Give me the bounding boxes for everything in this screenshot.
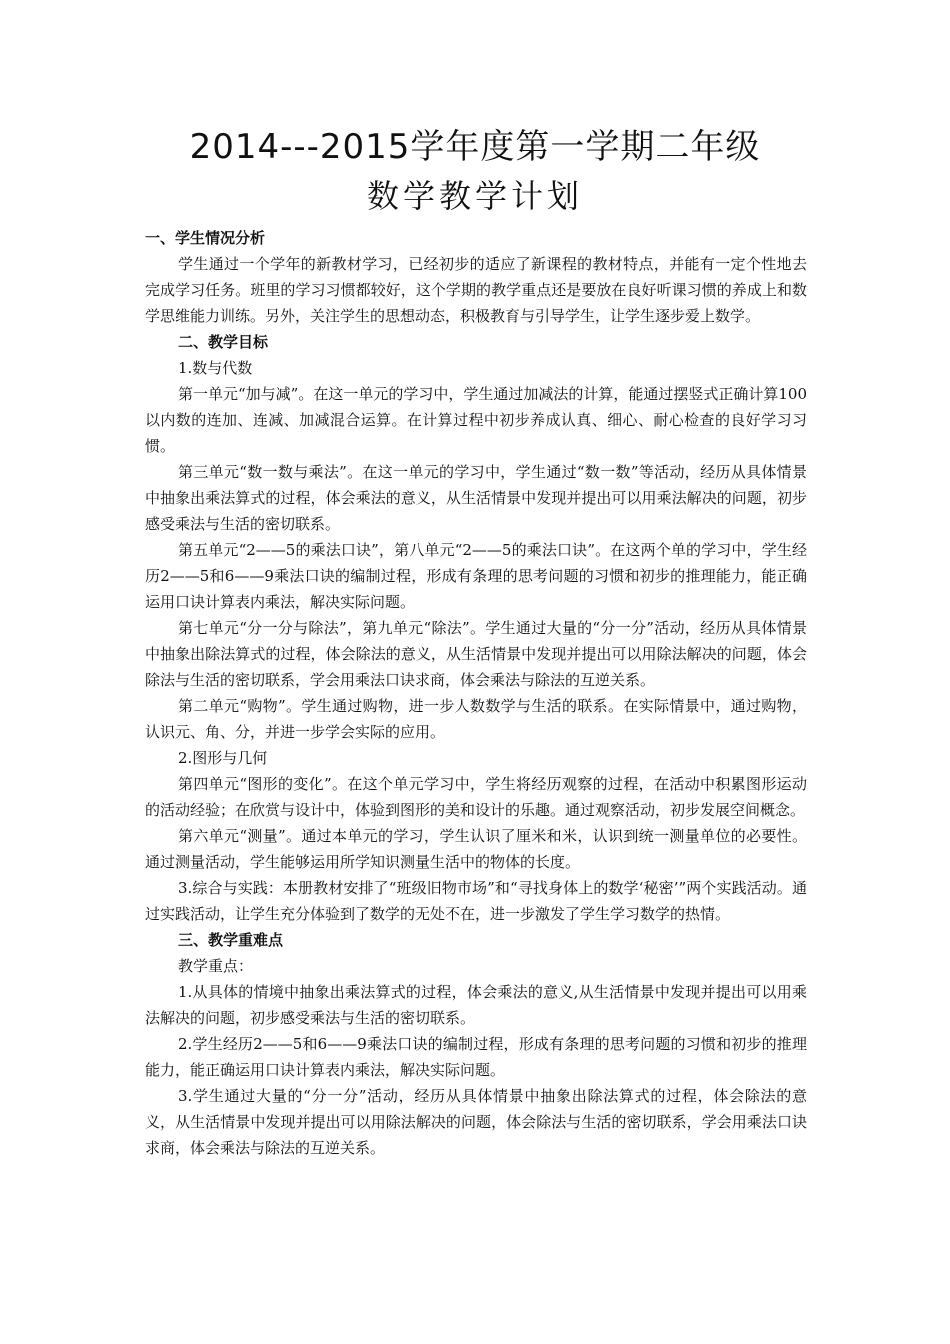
subheading-numbers-algebra: 1.数与代数 [178,359,253,377]
section-heading-student-analysis: 一、学生情况分析 [145,229,266,247]
paragraph: 第三单元“数一数与乘法”。在这一单元的学习中，学生通过“数一数”等活动，经历从具体情景中抽象出乘法算式的过程，体会乘法的意义，从生活情景中发现并提出可以用乘法解决的问题，初步感受乘法与生活的密切联系。 [145,463,807,533]
document-body [145,225,807,1161]
paragraph: 2.学生经历2——5和6——9乘法口诀的编制过程，形成有条理的思考问题的习惯和初步的推理能力，能正确运用口诀计算表内乘法，解决实际问题。 [145,1035,807,1079]
section-heading-key-difficulties: 三、教学重难点 [178,931,284,949]
paragraph: 第二单元“购物”。学生通过购物，进一步人数数学与生活的联系。在实际情景中，通过购物，认识元、角、分，并进一步学会实际的应用。 [145,697,807,741]
document-title-line1: 2014---2015学年度第一学期二年级 [189,127,761,167]
subheading-key-points: 教学重点： [178,957,254,975]
paragraph: 第七单元“分一分与除法”，第九单元“除法”。学生通过大量的“分一分”活动，经历从具体情景中抽象出除法算式的过程，体会除法的意义，从生活情景中发现并提出可以用除法解决的问题，体会除法与生活的密切联系，学会用乘法口诀求商，体会乘法与除法的互逆关系。 [145,619,807,689]
paragraph: 第六单元“测量”。通过本单元的学习，学生认识了厘米和米，认识到统一测量单位的必要性。通过测量活动，学生能够运用所学知识测量生活中的物体的长度。 [145,827,807,871]
paragraph: 1.从具体的情境中抽象出乘法算式的过程，体会乘法的意义,从生活情景中发现并提出可以用乘法解决的问题，初步感受乘法与生活的密切联系。 [145,983,807,1027]
paragraph: 第五单元“2——5的乘法口诀”，第八单元“2——5的乘法口诀”。在这两个单的学习中，学生经历2——5和6——9乘法口诀的编制过程，形成有条理的思考问题的习惯和初步的推理能力，能正确运用口诀计算表内乘法，解决实际问题。 [145,541,807,611]
paragraph: 第四单元“图形的变化”。在这个单元学习中，学生将经历观察的过程，在活动中积累图形运动的活动经验；在欣赏与设计中，体验到图形的美和设计的乐趣。通过观察活动，初步发展空间概念。 [145,775,807,819]
section-heading-teaching-goals: 二、教学目标 [178,333,269,351]
document-title-line2: 数学教学计划 [366,177,583,215]
paragraph: 学生通过一个学年的新教材学习，已经初步的适应了新课程的教材特点，并能有一定个性地去完成学习任务。班里的学习习惯都较好，这个学期的教学重点还是要放在良好听课习惯的养成上和数学思维能力训练。另外，关注学生的思想动态，积极教育与引导学生，让学生逐步爱上数学。 [145,255,807,325]
subheading-geometry: 2.图形与几何 [178,749,268,767]
paragraph: 3.学生通过大量的“分一分”活动，经历从具体情景中抽象出除法算式的过程，体会除法的意义，从生活情景中发现并提出可以用除法解决的问题，体会除法与生活的密切联系，学会用乘法口诀求商，体会乘法与除法的互逆关系。 [145,1087,807,1157]
paragraph: 第一单元“加与减”。在这一单元的学习中，学生通过加减法的计算，能通过摆竖式正确计算100以内数的连加、连减、加减混合运算。在计算过程中初步养成认真、细心、耐心检查的良好学习习惯。 [145,385,807,455]
paragraph: 3.综合与实践：本册教材安排了“班级旧物市场”和“寻找身体上的数学‘秘密’”两个实践活动。通过实践活动，让学生充分体验到了数学的无处不在，进一步激发了学生学习数学的热情。 [145,879,807,923]
